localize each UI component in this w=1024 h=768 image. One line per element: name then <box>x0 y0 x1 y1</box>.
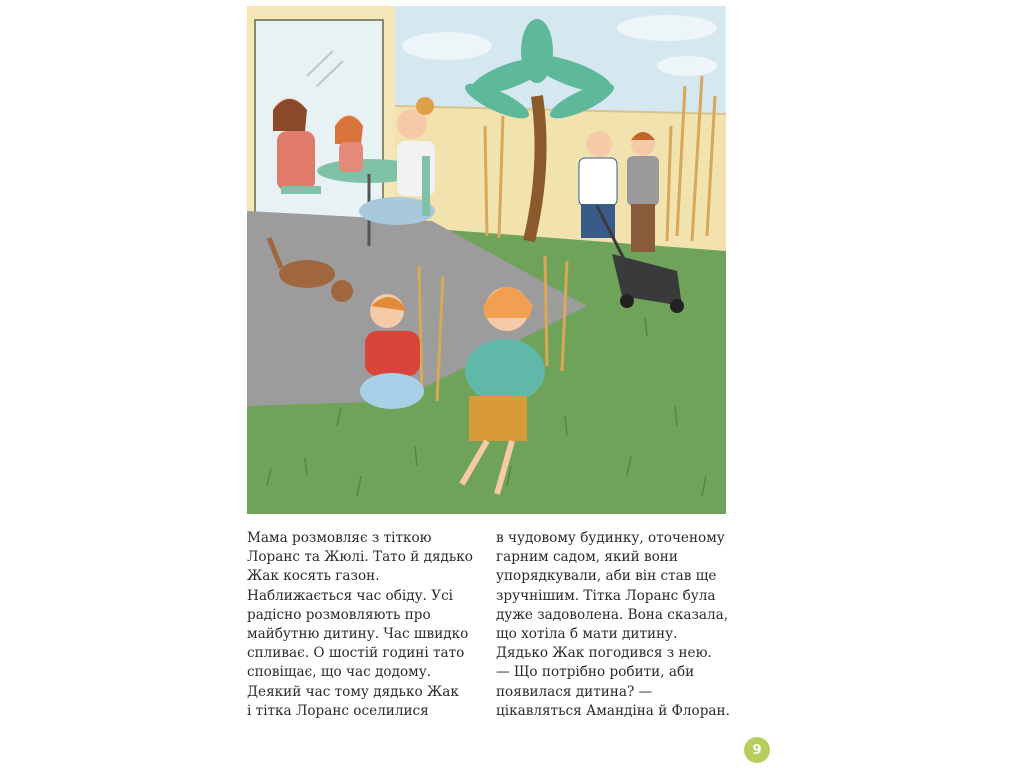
text-line: появилася дитина? — <box>496 683 653 700</box>
text-column-left <box>247 529 482 721</box>
text-line: і тітка Лоранс оселилися <box>247 702 429 719</box>
text-line: сповіщає, що час додому. <box>247 664 432 681</box>
text-line: Мама розмовляє з тіткою <box>247 530 432 546</box>
text-line: дуже задоволена. Вона сказала, <box>496 606 729 623</box>
page-number-badge: 9 <box>744 737 770 763</box>
text-line: Дядько Жак погодився з нею. <box>496 645 712 662</box>
text-line: цікавляться Амандіна й Флоран. <box>496 702 730 719</box>
text-line: Деякий час тому дядько Жак <box>247 683 459 700</box>
text-line: упорядкували, аби він став ще <box>496 568 717 585</box>
text-line: — Що потрібно робити, аби <box>496 664 695 681</box>
text-line: гарним садом, який вони <box>496 549 678 566</box>
text-column-right <box>496 529 728 721</box>
text-line: зручнішим. Тітка Лоранс була <box>496 587 716 604</box>
garden-family-illustration <box>247 6 726 514</box>
text-line: що хотіла б мати дитину. <box>496 626 678 643</box>
text-line: спливає. О шостій годині тато <box>247 645 465 662</box>
text-line: Лоранс та Жюлі. Тато й дядько <box>247 549 473 566</box>
text-line: Наближається час обіду. Усі <box>247 587 454 604</box>
text-line: радісно розмовляють про <box>247 606 431 623</box>
text-line: майбутню дитину. Час швидко <box>247 626 469 643</box>
text-line: в чудовому будинку, оточеному <box>496 530 725 546</box>
text-line: Жак косять газон. <box>247 568 380 585</box>
